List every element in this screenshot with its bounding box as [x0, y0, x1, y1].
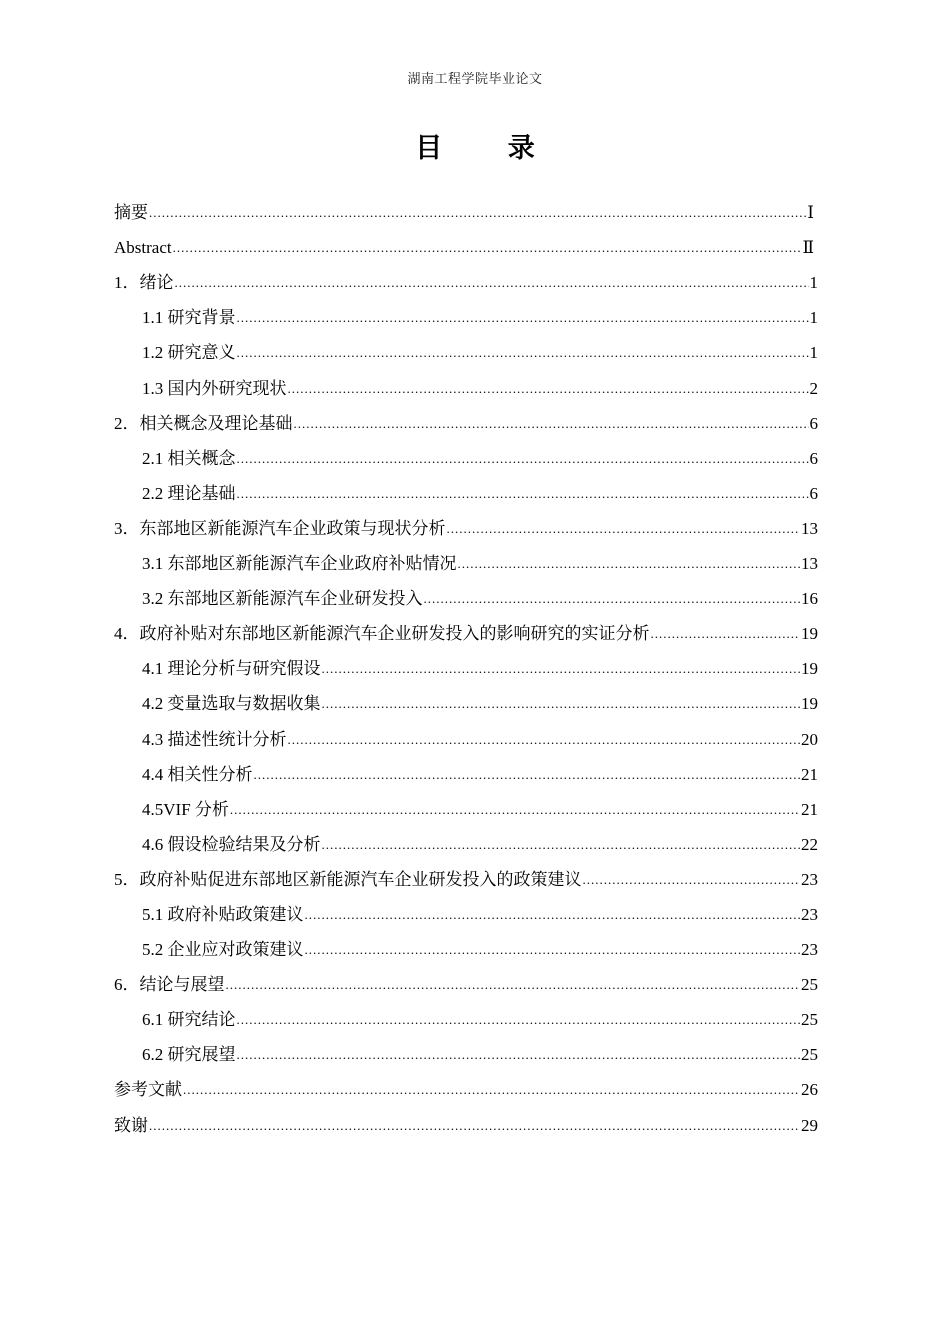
toc-entry-label: 6.1 研究结论	[142, 1010, 236, 1030]
toc-entry-page-number: 13	[801, 518, 818, 538]
dot-leader	[149, 203, 806, 223]
dot-leader	[237, 484, 809, 504]
toc-entry-label: 4.6 假设检验结果及分析	[142, 834, 321, 854]
toc-entry[interactable]	[114, 995, 818, 1030]
toc-entry[interactable]	[114, 399, 818, 434]
toc-entry-page-number: 23	[801, 869, 818, 889]
toc-entry-label: 4.2 变量选取与数据收集	[142, 694, 321, 714]
toc-entry-label: 3.2 东部地区新能源汽车企业研发投入	[142, 589, 423, 609]
running-header: 湖南工程学院毕业论文	[407, 71, 543, 86]
toc-entry-label: 参考文献	[114, 1080, 182, 1100]
page-title: 目 录	[415, 133, 563, 164]
toc-entry-label: 4.4 相关性分析	[142, 764, 253, 784]
toc-entry[interactable]	[114, 750, 818, 785]
toc-entry-page-number: 13	[801, 554, 818, 574]
toc-entry-label: 摘要	[114, 203, 148, 223]
toc-entry-page-number: 29	[801, 1115, 818, 1135]
toc-entry-page-number: 1	[809, 308, 818, 328]
toc-entry[interactable]	[114, 714, 818, 749]
toc-entry[interactable]	[114, 785, 818, 820]
dot-leader	[322, 835, 801, 855]
dot-leader	[149, 1116, 800, 1136]
toc-entry[interactable]	[114, 890, 818, 925]
toc-entry-page-number: 25	[801, 1010, 818, 1030]
toc-entry-page-number: 25	[801, 1045, 818, 1065]
dot-leader	[237, 449, 809, 469]
dot-leader	[294, 414, 809, 434]
toc-entry-label: 1.3 国内外研究现状	[142, 378, 287, 398]
toc-entry-page-number: 25	[801, 975, 818, 995]
toc-entry-label: 5.1 政府补贴政策建议	[142, 904, 304, 924]
toc-entry-page-number: 1	[809, 343, 818, 363]
toc-entry[interactable]	[114, 855, 818, 890]
toc-entry-label: 4.3 描述性统计分析	[142, 729, 287, 749]
toc-entry-page-number: 22	[801, 834, 818, 854]
toc-entry-page-number: 2	[809, 378, 818, 398]
dot-leader	[254, 765, 801, 785]
toc-entry[interactable]	[114, 293, 818, 328]
toc-entry[interactable]	[114, 1030, 818, 1065]
dot-leader	[175, 273, 809, 293]
toc-entry-page-number: 23	[801, 940, 818, 960]
toc-entry[interactable]	[114, 644, 818, 679]
toc-entry-page-number: 6	[809, 413, 818, 433]
toc-entry-page-number: 26	[801, 1080, 818, 1100]
toc-entry-page-number: 21	[801, 799, 818, 819]
toc-entry[interactable]	[114, 363, 818, 398]
dot-leader	[237, 308, 809, 328]
toc-entry-page-number: 19	[801, 694, 818, 714]
dot-leader	[237, 343, 809, 363]
toc-entry[interactable]	[114, 925, 818, 960]
dot-leader	[230, 800, 800, 820]
toc-entry-label: Abstract	[114, 238, 172, 258]
toc-entry-label: 1.2 研究意义	[142, 343, 236, 363]
dot-leader	[447, 519, 801, 539]
toc-entry-label: 3．东部地区新能源汽车企业政策与现状分析	[114, 518, 446, 538]
toc-entry-page-number: 20	[801, 729, 818, 749]
dot-leader	[458, 554, 801, 574]
toc-entry-page-number: Ⅱ	[802, 238, 814, 258]
toc-entry-page-number: 19	[801, 659, 818, 679]
toc-entry-page-number: Ⅰ	[807, 203, 814, 223]
dot-leader	[288, 379, 809, 399]
toc-entry-page-number: 1	[809, 273, 818, 293]
toc-entry[interactable]	[114, 1065, 818, 1100]
toc-entry[interactable]	[114, 469, 818, 504]
toc-entry[interactable]	[114, 609, 818, 644]
toc-entry-page-number: 19	[801, 624, 818, 644]
dot-leader	[173, 238, 802, 258]
toc-entry-page-number: 6	[809, 448, 818, 468]
dot-leader	[288, 730, 801, 750]
dot-leader	[305, 905, 801, 925]
toc-entry-label: 致谢	[114, 1115, 148, 1135]
dot-leader	[424, 589, 801, 609]
toc-entry[interactable]	[114, 679, 818, 714]
toc-entry-page-number: 16	[801, 589, 818, 609]
toc-entry-label: 6.2 研究展望	[142, 1045, 236, 1065]
dot-leader	[183, 1080, 800, 1100]
toc-entry-label: 4．政府补贴对东部地区新能源汽车企业研发投入的影响研究的实证分析	[114, 624, 650, 644]
toc-entry-label: 5．政府补贴促进东部地区新能源汽车企业研发投入的政策建议	[114, 869, 582, 889]
toc-entry-label: 2．相关概念及理论基础	[114, 413, 293, 433]
toc-entry[interactable]	[114, 960, 818, 995]
toc-entry-page-number: 23	[801, 904, 818, 924]
dot-leader	[237, 1010, 801, 1030]
dot-leader	[226, 975, 801, 995]
toc-entry-label: 1.1 研究背景	[142, 308, 236, 328]
toc-entry[interactable]	[114, 188, 818, 223]
dot-leader	[237, 1045, 801, 1065]
toc-entry-label: 3.1 东部地区新能源汽车企业政府补贴情况	[142, 554, 457, 574]
table-of-contents	[114, 188, 818, 1136]
toc-entry-label: 2.1 相关概念	[142, 448, 236, 468]
dot-leader	[651, 624, 801, 644]
toc-entry[interactable]	[114, 258, 818, 293]
toc-entry[interactable]	[114, 328, 818, 363]
dot-leader	[322, 659, 801, 679]
toc-entry-page-number: 21	[801, 764, 818, 784]
toc-entry-label: 6．结论与展望	[114, 975, 225, 995]
toc-entry[interactable]	[114, 539, 818, 574]
toc-entry-label: 5.2 企业应对政策建议	[142, 940, 304, 960]
dot-leader	[305, 940, 801, 960]
toc-entry-label: 4.5VIF 分析	[142, 799, 229, 819]
toc-entry-label: 1．绪论	[114, 273, 174, 293]
dot-leader	[583, 870, 801, 890]
toc-entry-label: 4.1 理论分析与研究假设	[142, 659, 321, 679]
toc-entry[interactable]	[114, 504, 818, 539]
toc-entry[interactable]	[114, 434, 818, 469]
toc-entry[interactable]	[114, 223, 818, 258]
toc-entry-page-number: 6	[809, 483, 818, 503]
toc-entry-label: 2.2 理论基础	[142, 483, 236, 503]
toc-entry[interactable]	[114, 1100, 818, 1135]
toc-entry[interactable]	[114, 574, 818, 609]
toc-entry[interactable]	[114, 820, 818, 855]
dot-leader	[322, 694, 801, 714]
